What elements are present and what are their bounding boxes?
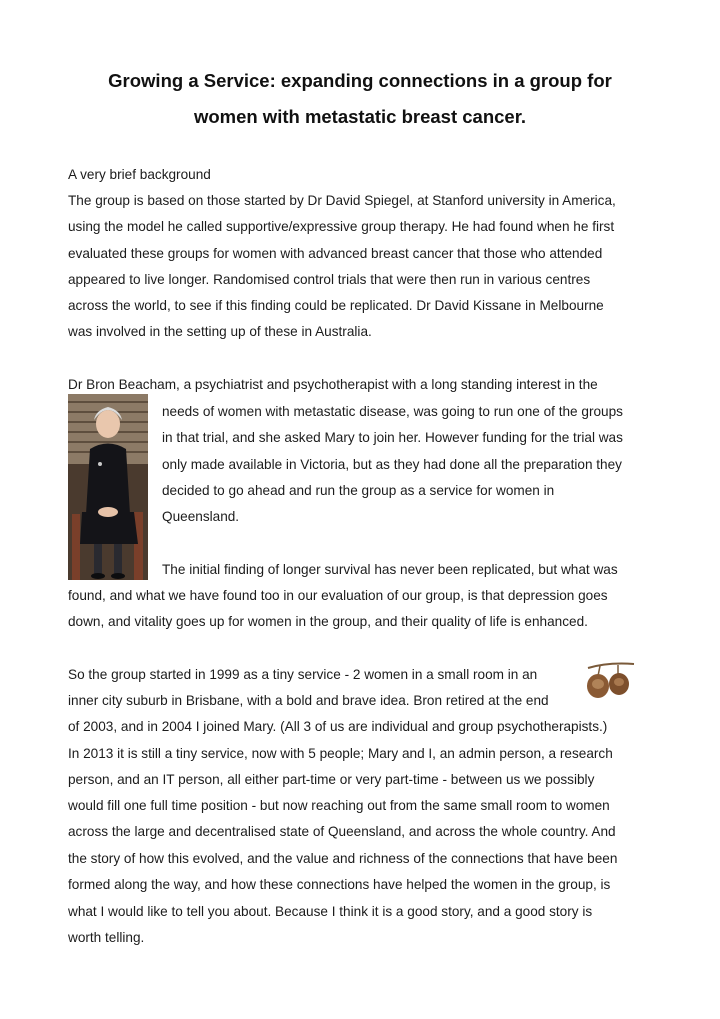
- body-line: across the world, to see if this finding could be replicated. Dr David Kissane in Melbourne: [68, 298, 604, 313]
- body-line: of 2003, and in 2004 I joined Mary. (All 3 of us are individual and group psychotherapists.): [68, 719, 608, 734]
- body-line: only made available in Victoria, but as they had done all the preparation they: [162, 457, 622, 472]
- body-line: The group is based on those started by Dr David Spiegel, at Stanford university in America,: [68, 193, 616, 208]
- body-line: evaluated these groups for women with advanced breast cancer that those who attended: [68, 246, 603, 261]
- body-line: The initial finding of longer survival has never been replicated, but what was: [162, 562, 618, 577]
- body-line: person, and an IT person, all either part-time or very part-time - between us we possibly: [68, 772, 595, 787]
- body-line: decided to go ahead and run the group as a service for women in: [162, 483, 555, 498]
- body-line: formed along the way, and how these connections have helped the women in the group, is: [68, 877, 611, 892]
- body-line: the story of how this evolved, and the value and richness of the connections that have been: [68, 851, 618, 866]
- body-line: inner city suburb in Brisbane, with a bold and brave idea. Bron retired at the end: [68, 693, 549, 708]
- body-line: So the group started in 1999 as a tiny service - 2 women in a small room in an: [68, 667, 538, 682]
- portrait-photo: [68, 394, 148, 580]
- body-line: appeared to live longer. Randomised control trials that were then run in various centres: [68, 272, 591, 287]
- body-line: was involved in the setting up of these in Australia.: [68, 324, 372, 339]
- section-heading: A very brief background: [68, 167, 211, 182]
- body-line: down, and vitality goes up for women in the group, and their quality of life is enhanced.: [68, 614, 588, 629]
- title-line-2: women with metastatic breast cancer.: [193, 106, 527, 127]
- document-title: [40, 63, 680, 135]
- body-line: in that trial, and she asked Mary to join her. However funding for the trial was: [162, 430, 623, 445]
- body-line: worth telling.: [68, 930, 145, 945]
- body-line: needs of women with metastatic disease, was going to run one of the groups: [162, 404, 623, 419]
- title-line-1: Growing a Service: expanding connections in a group for: [108, 70, 612, 91]
- body-line: across the large and decentralised state of Queensland, and across the whole country. And: [68, 824, 616, 839]
- body-line: using the model he called supportive/expressive group therapy. He had found when he first: [68, 219, 615, 234]
- body-line: Dr Bron Beacham, a psychiatrist and psychotherapist with a long standing interest in the: [68, 377, 598, 392]
- body-line: would fill one full time position - but now reaching out from the same small room to women: [68, 798, 610, 813]
- body-line: found, and what we have found too in our evaluation of our group, is that depression goes: [68, 588, 608, 603]
- body-line: what I would like to tell you about. Because I think it is a good story, and a good story is: [68, 904, 593, 919]
- body-line: Queensland.: [162, 509, 240, 524]
- body-line: In 2013 it is still a tiny service, now with 5 people; Mary and I, an admin person, a research: [68, 746, 613, 761]
- gumnut-illustration: [578, 660, 636, 704]
